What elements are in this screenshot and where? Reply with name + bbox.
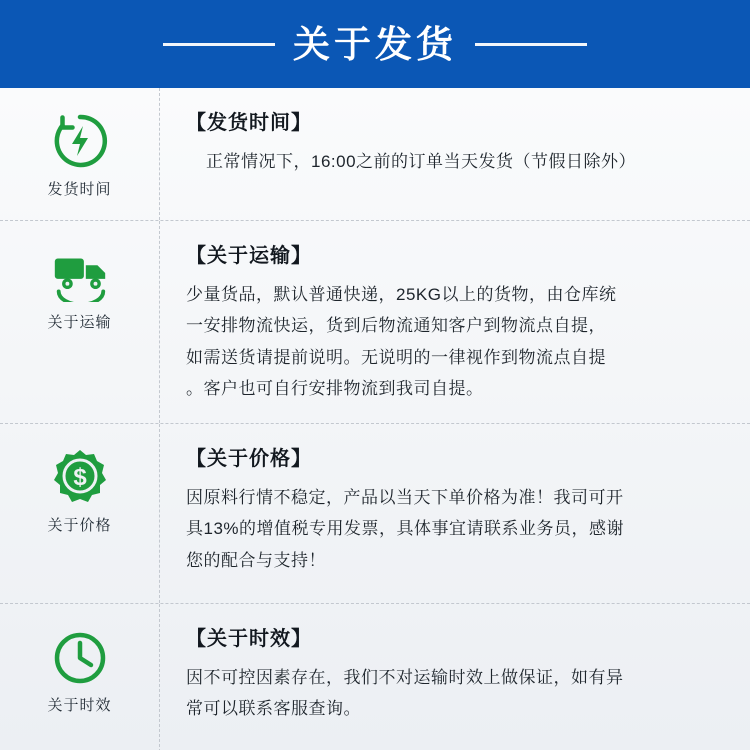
text-column: [160, 424, 750, 594]
section-line: 因不可控因素存在，我们不对运输时效上做保证，如有异: [186, 667, 624, 687]
section-timeliness: [0, 603, 750, 750]
icon-column: [0, 604, 160, 750]
section-title: 【关于运输】: [186, 245, 312, 267]
svg-text:$: $: [72, 463, 87, 491]
flash-refresh-icon: [49, 110, 111, 172]
section-line: 少量货品，默认普通快递，25KG以上的货物，由仓库统: [186, 285, 617, 304]
text-column: [160, 221, 750, 423]
icon-label: 关于价格: [47, 516, 112, 534]
section-line: 具13%的增值税专用发票，具体事宜请联系业务员，感谢: [186, 519, 625, 539]
section-line: 因原料行情不稳定，产品以当天下单价格为准！我司可开: [186, 487, 624, 507]
section-line: 如需送货请提前说明。无说明的一律视作到物流点自提: [186, 347, 606, 367]
section-title: 【关于价格】: [186, 447, 312, 470]
banner-rule-left: [163, 43, 275, 46]
section-title: 【发货时间】: [186, 112, 312, 134]
page-banner: [0, 0, 750, 88]
section-line: 正常情况下，16:00之前的订单当天发货（节假日除外）: [206, 152, 637, 171]
icon-label: 发货时间: [47, 181, 112, 198]
dollar-badge-icon: [49, 446, 111, 508]
section-line: 一安排物流快运，货到后物流通知客户到物流点自提，: [186, 316, 606, 336]
clock-icon: [49, 626, 111, 688]
icon-label: 关于运输: [47, 314, 112, 331]
icon-label: 关于时效: [47, 696, 112, 714]
icon-column: [0, 424, 160, 603]
section-line: 。客户也可自行安排物流到我司自提。: [186, 379, 484, 399]
content-body: [0, 88, 750, 750]
section-price: [0, 423, 750, 603]
text-column: [160, 604, 750, 743]
section-transport: [0, 220, 750, 423]
section-shipping-time: [0, 88, 750, 220]
section-line: 您的配合与支持！: [186, 550, 326, 570]
section-title: 【关于时效】: [186, 627, 312, 650]
icon-column: [0, 221, 160, 423]
page-title: 关于发货: [293, 23, 457, 65]
section-line: 常可以联系客服查询。: [186, 699, 361, 719]
icon-column: [0, 88, 160, 220]
banner-inner: [163, 23, 587, 65]
banner-rule-right: [475, 43, 587, 46]
delivery-truck-icon: [49, 243, 111, 305]
text-column: [160, 88, 750, 195]
